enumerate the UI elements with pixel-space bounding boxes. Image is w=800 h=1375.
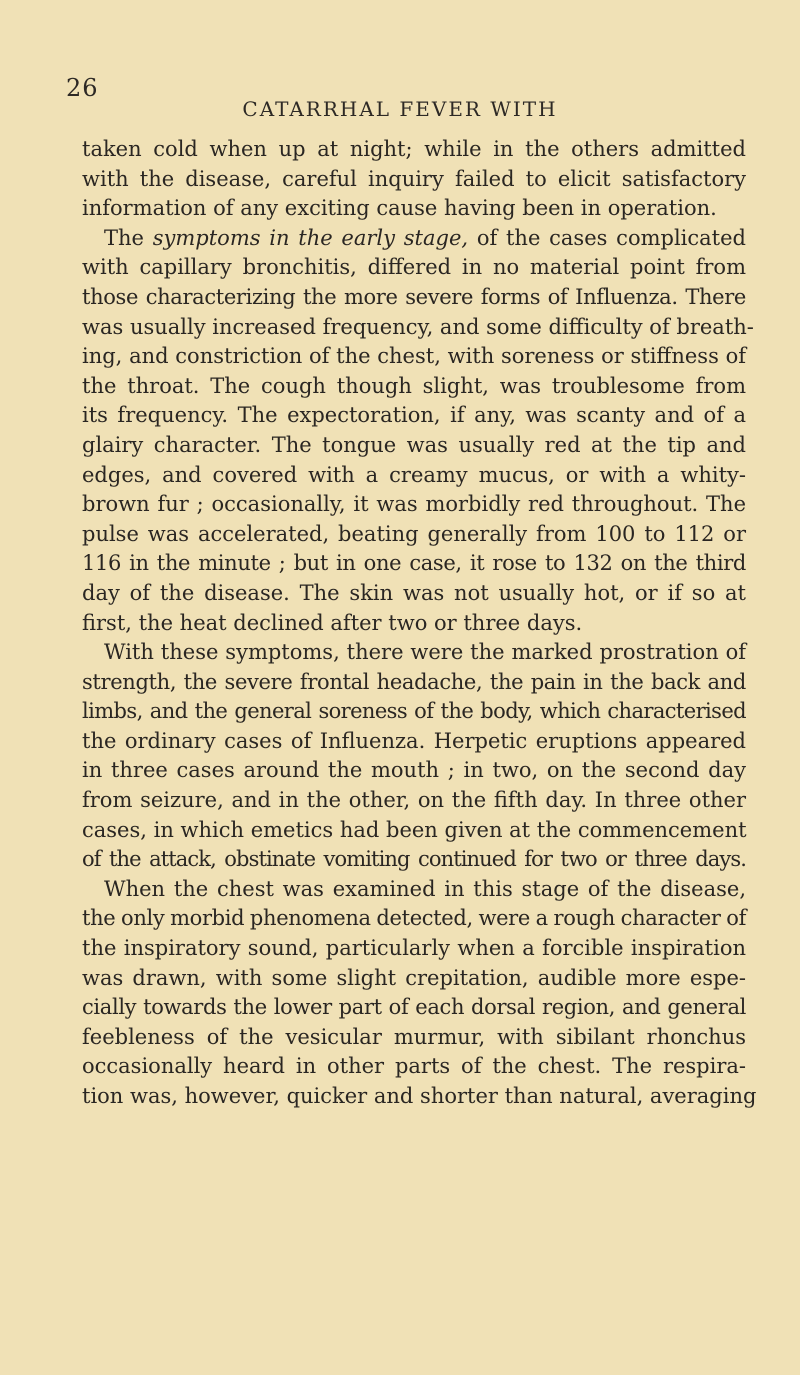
body-text	[82, 135, 757, 1112]
text-line: of the attack, obstinate vomiting continued for two or three days.	[82, 847, 746, 872]
text-line: those characterizing the more severe forms of Influenza. There	[82, 284, 746, 309]
text-line: was drawn, with some slight crepitation, audible more espe-	[82, 965, 746, 990]
text-line: was usually increased frequency, and some difficulty of breath-	[82, 314, 754, 339]
text-line: tion was, however, quicker and shorter than natural, averaging	[82, 1084, 757, 1108]
text-line: With these symptoms, there were the marked prostration of	[104, 640, 746, 665]
text-line: pulse was accelerated, beating generally from 100 to 112 or	[82, 521, 746, 546]
text-line: edges, and covered with a creamy mucus, or with a whity-	[82, 462, 746, 487]
text-line: with the disease, careful inquiry failed to elicit satisfactory	[82, 166, 746, 191]
running-head: CATARRHAL FEVER WITH	[242, 97, 558, 121]
text-line: ing, and constriction of the chest, with soreness or stiffness of	[82, 344, 746, 369]
text-line: information of any exciting cause having been in operation.	[82, 196, 717, 221]
text-line: limbs, and the general soreness of the body, which characterised	[82, 699, 746, 724]
text-line: the ordinary cases of Influenza. Herpetic eruptions appeared	[82, 728, 746, 753]
text-line: first, the heat declined after two or three days.	[82, 610, 583, 635]
text-line: with capillary bronchitis, differed in no material point from	[82, 255, 746, 280]
text-line: feebleness of the vesicular murmur, with sibilant rhonchus	[82, 1024, 746, 1049]
text-line: strength, the severe frontal headache, the pain in the back and	[82, 669, 746, 694]
text-line: from seizure, and in the other, on the fifth day. In three other	[82, 788, 746, 813]
text-line: the throat. The cough though slight, was troublesome from	[82, 373, 746, 398]
page-number: 26	[66, 74, 99, 102]
text-line: 116 in the minute ; but in one case, it rose to 132 on the third	[82, 551, 746, 576]
text-line: the inspiratory sound, particularly when a forcible inspiration	[82, 936, 746, 961]
text-line: occasionally heard in other parts of the chest. The respira-	[82, 1054, 746, 1079]
text-line: cases, in which emetics had been given at the commencement	[82, 817, 747, 842]
text-fragment: of the cases complicated	[476, 225, 746, 250]
text-line: taken cold when up at night; while in the others admitted	[82, 137, 746, 161]
text-line: glairy character. The tongue was usually red at the tip and	[82, 432, 746, 457]
text-line: day of the disease. The skin was not usually hot, or if so at	[82, 580, 746, 605]
text-line: the only morbid phenomena detected, were a rough character of	[82, 906, 746, 931]
text-line: its frequency. The expectoration, if any, was scanty and of a	[82, 403, 746, 428]
text-line	[82, 224, 746, 254]
italic-phrase: symptoms in the early stage,	[152, 225, 469, 250]
text-line: cially towards the lower part of each dorsal region, and general	[82, 995, 746, 1020]
text-line: When the chest was examined in this stage of the disease,	[104, 876, 746, 901]
text-fragment: The	[104, 225, 144, 250]
text-line: in three cases around the mouth ; in two, on the second day	[82, 758, 746, 783]
text-line: brown fur ; occasionally, it was morbidly red throughout. The	[82, 492, 746, 517]
